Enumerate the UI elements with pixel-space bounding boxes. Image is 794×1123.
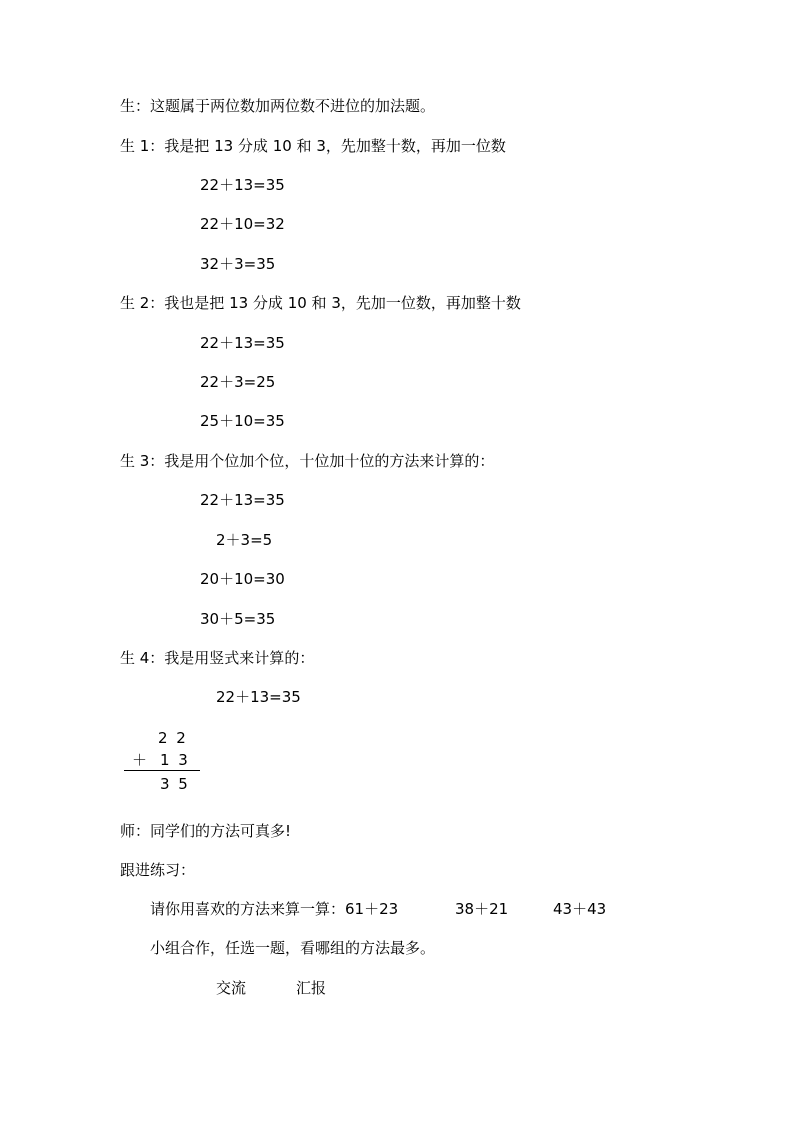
practice-prompt: 请你用喜欢的方法来算一算：61＋23 [150,900,399,918]
equation: 22＋13=35 [216,688,301,706]
student-1-statement: 生 1：我是把 13 分成 10 和 3，先加整十数，再加一位数 [120,137,506,155]
equation: 30＋5=35 [200,610,276,628]
vertical-addend-1: 2 2 [158,729,188,747]
equation: 22＋13=35 [200,491,285,509]
equation: 32＋3=35 [200,255,276,273]
report-step: 汇报 [296,979,327,997]
equation: 22＋13=35 [200,334,285,352]
vertical-addend-2: 1 3 [160,751,190,769]
equation: 2＋3=5 [216,531,273,549]
equation: 22＋13=35 [200,176,285,194]
practice-question: 38＋21 [455,900,509,918]
vertical-sum-rule [124,770,200,771]
student-statement: 生：这题属于两位数加两位数不进位的加法题。 [120,97,436,115]
equation: 20＋10=30 [200,570,285,588]
student-3-statement: 生 3：我是用个位加个位，十位加十位的方法来计算的： [120,452,495,470]
vertical-plus-sign: ＋ [132,751,150,769]
practice-title: 跟进练习： [120,861,196,879]
equation: 22＋3=25 [200,373,276,391]
equation: 22＋10=32 [200,215,285,233]
teacher-statement: 师：同学们的方法可真多! [120,822,292,840]
practice-question: 43＋43 [553,900,607,918]
vertical-addition [120,726,202,798]
student-4-statement: 生 4：我是用竖式来计算的： [120,649,315,667]
vertical-sum: 3 5 [160,775,190,793]
exchange-step: 交流 [216,979,247,997]
group-task: 小组合作，任选一题，看哪组的方法最多。 [150,939,436,957]
student-2-statement: 生 2：我也是把 13 分成 10 和 3，先加一位数，再加整十数 [120,294,521,312]
equation: 25＋10=35 [200,412,285,430]
